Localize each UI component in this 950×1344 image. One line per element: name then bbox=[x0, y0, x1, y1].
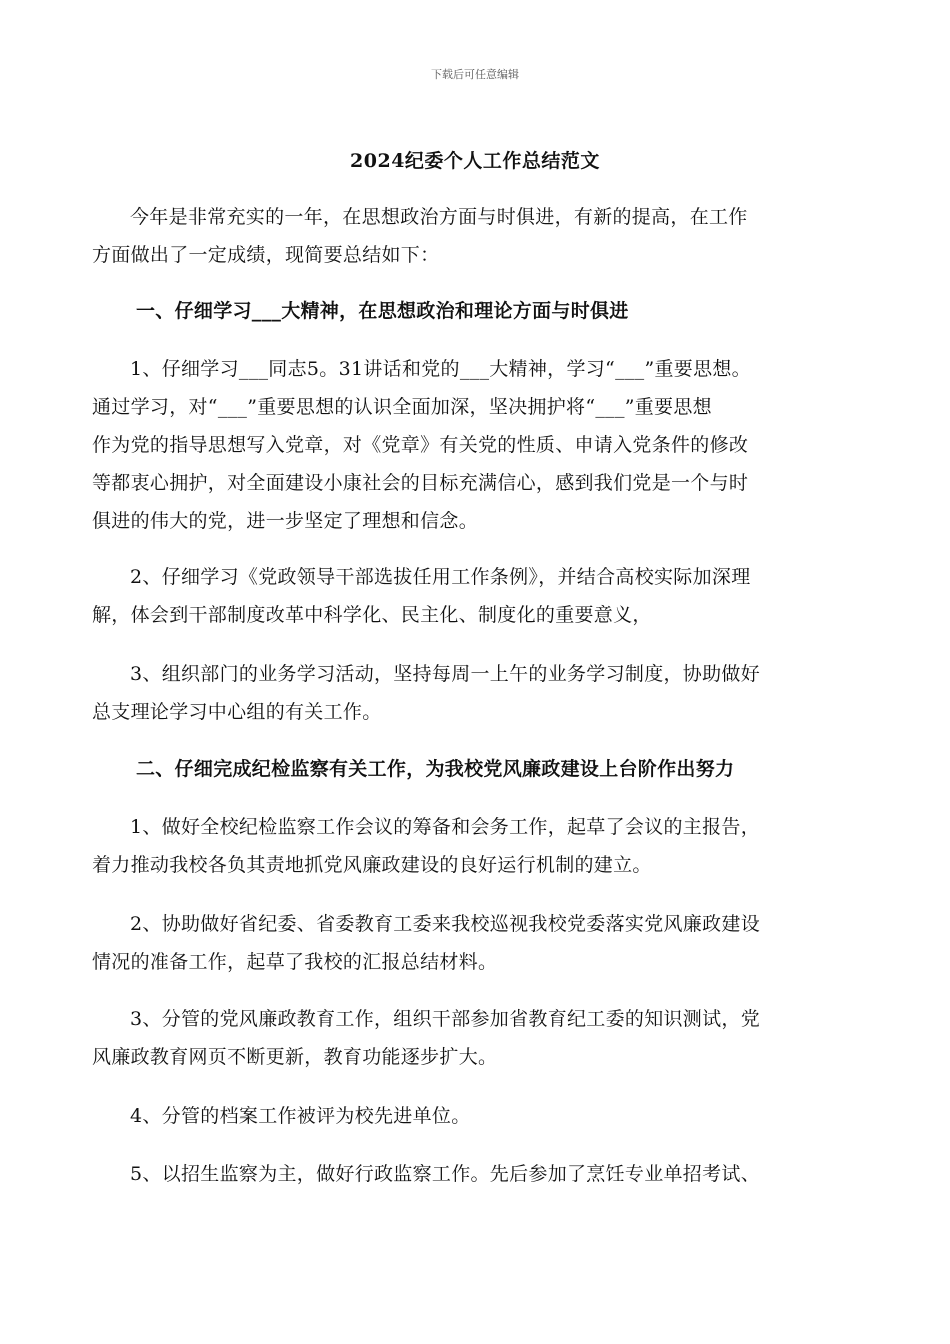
paragraph-line: 4、分管的档案工作被评为校先进单位。 bbox=[130, 1105, 471, 1127]
section-heading-2 bbox=[136, 750, 906, 788]
paragraph-line: 等都衷心拥护，对全面建设小康社会的目标充满信心，感到我们党是一个与时 bbox=[92, 472, 749, 494]
intro-paragraph bbox=[92, 198, 862, 274]
paragraph-line: 今年是非常充实的一年，在思想政治方面与时俱进，有新的提高，在工作 bbox=[130, 206, 748, 228]
page-header: 下载后可任意编辑 bbox=[431, 68, 519, 81]
paragraph-2-2 bbox=[92, 905, 862, 981]
paragraph-1-2 bbox=[92, 558, 862, 634]
paragraph-line: 3、组织部门的业务学习活动，坚持每周一上午的业务学习制度，协助做好 bbox=[130, 663, 760, 685]
heading-line: 一、仔细学习___大精神，在思想政治和理论方面与时俱进 bbox=[136, 300, 629, 322]
paragraph-2-4 bbox=[92, 1097, 862, 1135]
paragraph-line: 2、仔细学习《党政领导干部选拔任用工作条例》，并结合高校实际加深理 bbox=[130, 566, 751, 588]
paragraph-line: 1、做好全校纪检监察工作会议的筹备和会务工作，起草了会议的主报告， bbox=[130, 816, 760, 838]
paragraph-line: 总支理论学习中心组的有关工作。 bbox=[92, 701, 382, 723]
paragraph-line: 着力推动我校各负其责地抓党风廉政建设的良好运行机制的建立。 bbox=[92, 854, 652, 876]
paragraph-2-5 bbox=[92, 1155, 862, 1193]
paragraph-line: 1、仔细学习___同志5。31讲话和党的___大精神，学习“___”重要思想。 bbox=[130, 358, 751, 380]
paragraph-2-3 bbox=[92, 1000, 862, 1076]
heading-line: 二、仔细完成纪检监察有关工作，为我校党风廉政建设上台阶作出努力 bbox=[136, 758, 735, 780]
paragraph-line: 情况的准备工作，起草了我校的汇报总结材料。 bbox=[92, 951, 498, 973]
paragraph-line: 解，体会到干部制度改革中科学化、民主化、制度化的重要意义， bbox=[92, 604, 652, 626]
section-heading-1 bbox=[136, 292, 906, 330]
paragraph-line: 俱进的伟大的党，进一步坚定了理想和信念。 bbox=[92, 510, 479, 532]
paragraph-line: 5、以招生监察为主，做好行政监察工作。先后参加了烹饪专业单招考试、 bbox=[130, 1163, 760, 1185]
paragraph-2-1 bbox=[92, 808, 862, 884]
paragraph-line: 2、协助做好省纪委、省委教育工委来我校巡视我校党委落实党风廉政建设 bbox=[130, 913, 760, 935]
paragraph-line: 风廉政教育网页不断更新，教育功能逐步扩大。 bbox=[92, 1046, 498, 1068]
paragraph-line: 3、分管的党风廉政教育工作，组织干部参加省教育纪工委的知识测试，党 bbox=[130, 1008, 760, 1030]
paragraph-1-1 bbox=[92, 350, 862, 540]
paragraph-line: 作为党的指导思想写入党章，对《党章》有关党的性质、申请入党条件的修改 bbox=[92, 434, 749, 456]
paragraph-line: 方面做出了一定成绩，现简要总结如下： bbox=[92, 244, 440, 266]
paragraph-line: 通过学习，对“___”重要思想的认识全面加深，坚决拥护将“___”重要思想 bbox=[92, 396, 712, 418]
paragraph-1-3 bbox=[92, 655, 862, 731]
document-title: 2024纪委个人工作总结范文 bbox=[350, 150, 600, 172]
